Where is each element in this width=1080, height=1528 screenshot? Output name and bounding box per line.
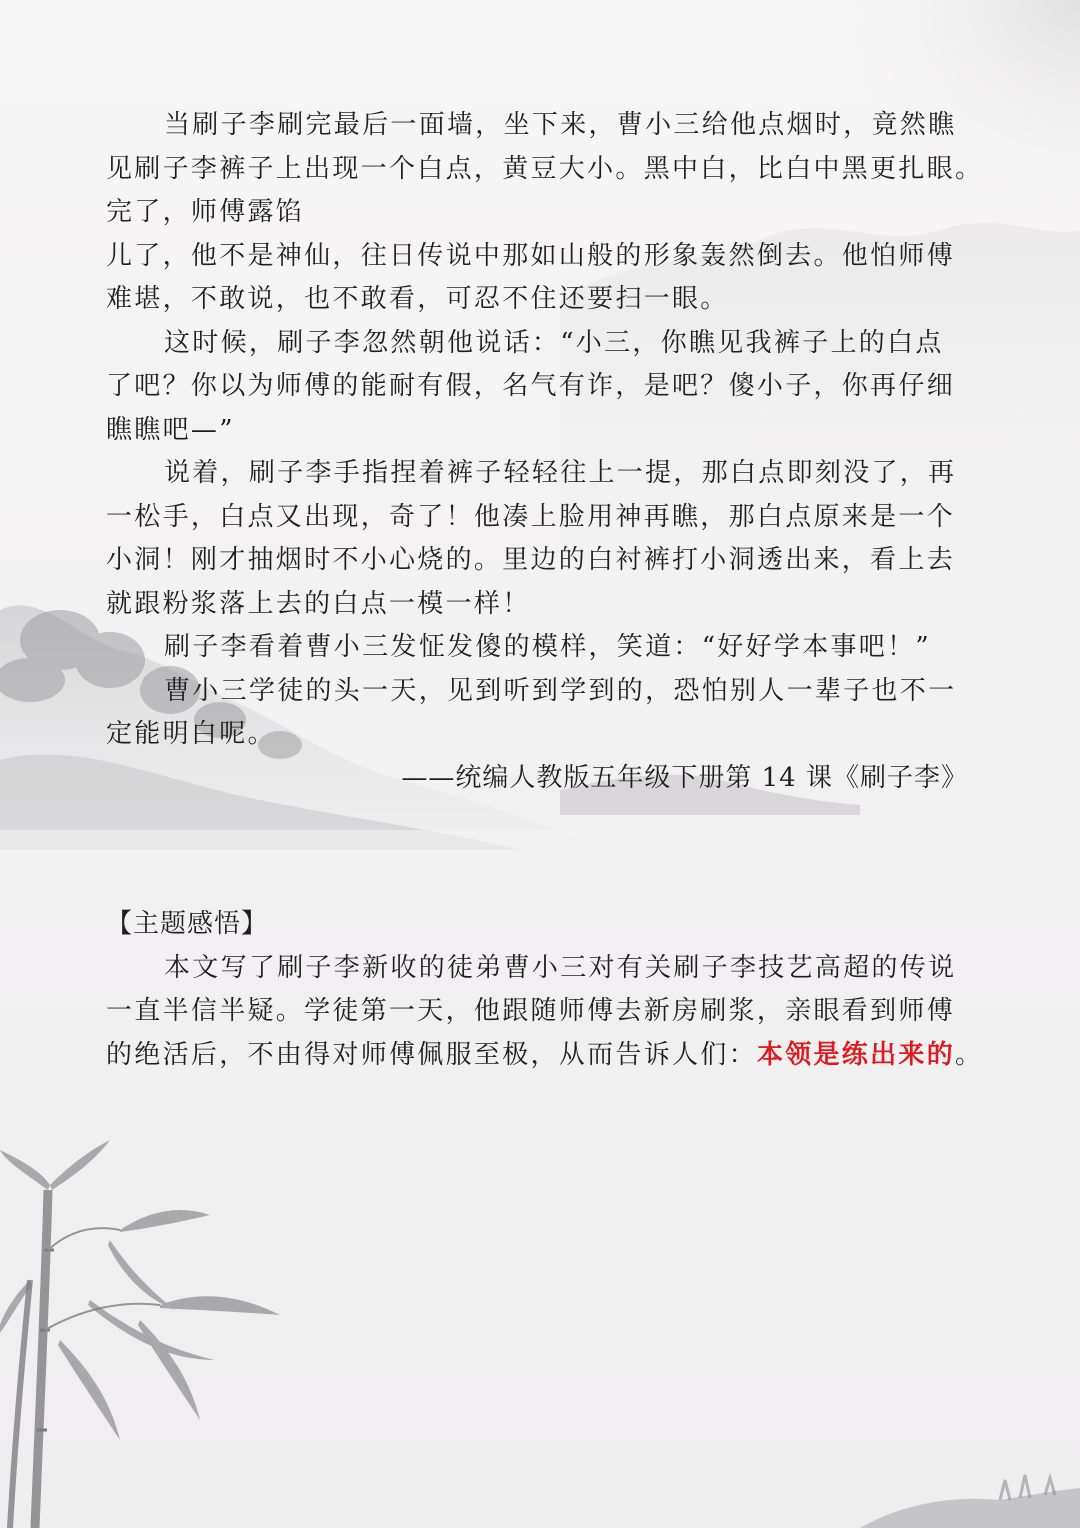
text-line: 本文写了刷子李新收的徒弟曹小三对有关刷子李技艺高超的传说 — [164, 952, 957, 983]
text-line: 就跟粉浆落上去的白点一模一样！ — [106, 588, 531, 619]
text-line: 曹小三学徒的头一天，见到听到学到的，恐怕别人一辈子也不一 — [164, 675, 957, 706]
paragraph-1 — [106, 104, 984, 322]
paragraph-5 — [106, 670, 976, 757]
source-citation: ——统编人教版五年级下册第 14 课《刷子李》 — [401, 762, 968, 793]
text-line: 见刷子李裤子上出现一个白点，黄豆大小。黑中白，比白中黑更扎眼。 — [106, 153, 984, 184]
text-line: 一直半信半疑。学徒第一天，他跟随师傅去新房刷浆，亲眼看到师傅 — [106, 996, 956, 1026]
text-line: 小洞！刚才抽烟时不小心烧的。里边的白衬裤打小洞透出来，看上去 — [106, 545, 956, 575]
text-line: 刷子李看着曹小三发怔发傻的模样，笑道：“好好学本事吧！” — [164, 632, 931, 662]
bottom-right-shore — [860, 1488, 1080, 1528]
text-line — [106, 1034, 984, 1078]
text-line: 儿了，他不是神仙，往日传说中那如山般的形象轰然倒去。他怕师傅 — [106, 240, 956, 271]
text-line: 一松手，白点又出现，奇了！他凑上脸用神再瞧，那白点原来是一个 — [106, 501, 956, 532]
text-line: 了吧？你以为师傅的能耐有假，名气有诈，是吧？傻小子，你再仔细 — [106, 371, 956, 401]
text-line: 瞧瞧吧—” — [106, 414, 235, 445]
paragraph-2 — [106, 322, 976, 453]
theme-heading: 【主题感悟】 — [106, 909, 269, 939]
theme-paragraph — [106, 947, 984, 1078]
text-line: 说着，刷子李手指捏着裤子轻轻往上一提，那白点即刻没了，再 — [164, 458, 957, 488]
bamboo-icon — [10, 1190, 160, 1528]
text-line: 难堪，不敢说，也不敢看，可忍不住还要扫一眼。 — [106, 284, 729, 314]
text-line: 完了，师傅露馅 — [106, 197, 305, 227]
theme-last-line-suffix: 。 — [955, 1039, 984, 1070]
text-line: 定能明白呢。 — [106, 719, 276, 749]
theme-last-line-prefix: 的绝活后，不由得对师傅佩服至极，从而告诉人们： — [106, 1039, 757, 1070]
theme-emphasis: 本领是练出来的 — [756, 1039, 956, 1070]
paragraph-4 — [106, 626, 976, 670]
text-line: 当刷子李刷完最后一面墙，坐下来，曹小三给他点烟时，竟然瞧 — [164, 110, 957, 140]
document-body — [106, 104, 984, 1077]
paragraph-3 — [106, 452, 976, 626]
text-line: 这时候，刷子李忽然朝他说话：“小三，你瞧见我裤子上的白点 — [164, 327, 944, 358]
